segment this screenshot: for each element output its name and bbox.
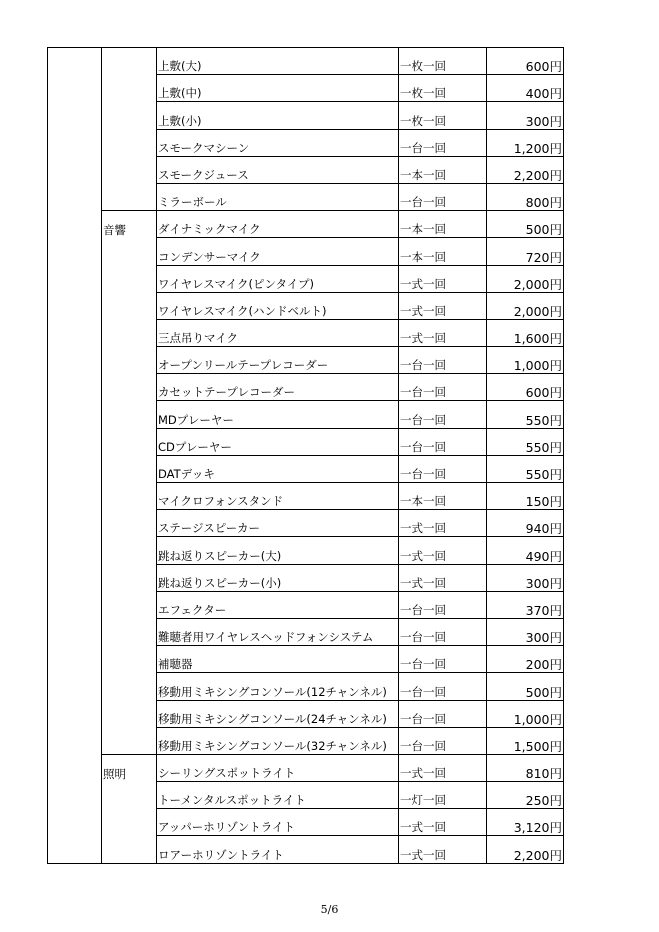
category-cell [102, 319, 157, 346]
category-cell [102, 727, 157, 754]
table-row [48, 836, 564, 863]
blank-column-cell [48, 782, 102, 809]
price-cell: 1,000円 [487, 347, 564, 374]
table-row [48, 129, 564, 156]
item-name-cell: エフェクター [157, 591, 399, 618]
price-cell: 500円 [487, 211, 564, 238]
item-name-cell: 移動用ミキシングコンソール(12チャンネル) [157, 673, 399, 700]
page-number: 5/6 [320, 903, 339, 916]
blank-column-cell [48, 428, 102, 455]
item-name-cell: ワイヤレスマイク(ピンタイプ) [157, 265, 399, 292]
item-name-cell: 移動用ミキシングコンソール(24チャンネル) [157, 700, 399, 727]
price-cell: 2,200円 [487, 836, 564, 863]
item-name-cell: 跳ね返りスピーカー(小) [157, 564, 399, 591]
price-table-body [48, 48, 564, 864]
unit-cell: 一台一回 [399, 401, 487, 428]
price-cell: 1,600円 [487, 319, 564, 346]
price-table [47, 47, 564, 864]
price-cell: 300円 [487, 618, 564, 645]
blank-column-cell [48, 836, 102, 863]
price-cell: 2,000円 [487, 292, 564, 319]
blank-column-cell [48, 238, 102, 265]
blank-column-cell [48, 591, 102, 618]
price-cell: 300円 [487, 102, 564, 129]
price-cell: 300円 [487, 564, 564, 591]
category-cell [102, 782, 157, 809]
item-name-cell: ダイナミックマイク [157, 211, 399, 238]
unit-cell: 一台一回 [399, 700, 487, 727]
blank-column-cell [48, 292, 102, 319]
blank-column-cell [48, 455, 102, 482]
table-row [48, 428, 564, 455]
table-row [48, 754, 564, 781]
price-cell: 2,200円 [487, 156, 564, 183]
table-row [48, 510, 564, 537]
price-cell: 370円 [487, 591, 564, 618]
category-label: 音響 [103, 222, 126, 237]
category-cell [102, 510, 157, 537]
unit-cell: 一式一回 [399, 754, 487, 781]
blank-column-cell [48, 618, 102, 645]
unit-cell: 一式一回 [399, 809, 487, 836]
unit-cell: 一枚一回 [399, 48, 487, 75]
unit-cell: 一式一回 [399, 292, 487, 319]
blank-column-cell [48, 183, 102, 210]
category-cell [102, 428, 157, 455]
price-cell: 150円 [487, 483, 564, 510]
blank-column-cell [48, 347, 102, 374]
item-name-cell: MDプレーヤー [157, 401, 399, 428]
blank-column-cell [48, 75, 102, 102]
price-cell: 940円 [487, 510, 564, 537]
table-row [48, 374, 564, 401]
blank-column-cell [48, 673, 102, 700]
item-name-cell: アッパーホリゾントライト [157, 809, 399, 836]
item-name-cell: 上敷(小) [157, 102, 399, 129]
blank-column-cell [48, 102, 102, 129]
item-name-cell: スモークジュース [157, 156, 399, 183]
table-row [48, 156, 564, 183]
unit-cell: 一台一回 [399, 455, 487, 482]
table-row [48, 537, 564, 564]
blank-column-cell [48, 754, 102, 781]
table-row [48, 265, 564, 292]
unit-cell: 一灯一回 [399, 782, 487, 809]
price-cell: 810円 [487, 754, 564, 781]
price-cell: 250円 [487, 782, 564, 809]
table-row [48, 455, 564, 482]
price-cell: 800円 [487, 183, 564, 210]
unit-cell: 一台一回 [399, 727, 487, 754]
item-name-cell: 三点吊りマイク [157, 319, 399, 346]
table-row [48, 347, 564, 374]
table-row [48, 591, 564, 618]
category-cell [102, 292, 157, 319]
unit-cell: 一台一回 [399, 374, 487, 401]
unit-cell: 一本一回 [399, 238, 487, 265]
item-name-cell: DATデッキ [157, 455, 399, 482]
price-cell: 600円 [487, 48, 564, 75]
item-name-cell: カセットテープレコーダー [157, 374, 399, 401]
category-cell [102, 564, 157, 591]
category-cell [102, 75, 157, 102]
category-cell [102, 156, 157, 183]
unit-cell: 一台一回 [399, 183, 487, 210]
category-cell [102, 265, 157, 292]
blank-column-cell [48, 537, 102, 564]
price-cell: 550円 [487, 401, 564, 428]
item-name-cell: 補聴器 [157, 646, 399, 673]
unit-cell: 一台一回 [399, 591, 487, 618]
category-cell [102, 646, 157, 673]
table-row [48, 401, 564, 428]
blank-column-cell [48, 646, 102, 673]
category-label: 照明 [103, 766, 126, 781]
unit-cell: 一台一回 [399, 347, 487, 374]
table-row [48, 48, 564, 75]
blank-column-cell [48, 156, 102, 183]
unit-cell: 一台一回 [399, 129, 487, 156]
blank-column-cell [48, 700, 102, 727]
item-name-cell: CDプレーヤー [157, 428, 399, 455]
table-row [48, 102, 564, 129]
blank-column-cell [48, 211, 102, 238]
item-name-cell: 上敷(大) [157, 48, 399, 75]
item-name-cell: スモークマシーン [157, 129, 399, 156]
unit-cell: 一台一回 [399, 646, 487, 673]
table-row [48, 75, 564, 102]
category-cell [102, 183, 157, 210]
table-row [48, 673, 564, 700]
price-cell: 720円 [487, 238, 564, 265]
item-name-cell: 跳ね返りスピーカー(大) [157, 537, 399, 564]
blank-column-cell [48, 727, 102, 754]
unit-cell: 一式一回 [399, 537, 487, 564]
item-name-cell: シーリングスポットライト [157, 754, 399, 781]
category-cell [102, 700, 157, 727]
item-name-cell: オープンリールテープレコーダー [157, 347, 399, 374]
blank-column-cell [48, 129, 102, 156]
item-name-cell: 難聴者用ワイヤレスヘッドフォンシステム [157, 618, 399, 645]
item-name-cell: トーメンタルスポットライト [157, 782, 399, 809]
blank-column-cell [48, 401, 102, 428]
price-cell: 400円 [487, 75, 564, 102]
blank-column-cell [48, 564, 102, 591]
table-row [48, 782, 564, 809]
category-cell [102, 754, 157, 781]
item-name-cell: コンデンサーマイク [157, 238, 399, 265]
unit-cell: 一台一回 [399, 673, 487, 700]
category-cell [102, 537, 157, 564]
unit-cell: 一式一回 [399, 319, 487, 346]
unit-cell: 一式一回 [399, 564, 487, 591]
table-row [48, 319, 564, 346]
category-cell [102, 129, 157, 156]
item-name-cell: ワイヤレスマイク(ハンドベルト) [157, 292, 399, 319]
category-cell [102, 483, 157, 510]
unit-cell: 一台一回 [399, 618, 487, 645]
price-cell: 200円 [487, 646, 564, 673]
category-cell [102, 591, 157, 618]
item-name-cell: 移動用ミキシングコンソール(32チャンネル) [157, 727, 399, 754]
blank-column-cell [48, 374, 102, 401]
price-cell: 2,000円 [487, 265, 564, 292]
category-cell [102, 238, 157, 265]
category-cell [102, 48, 157, 75]
unit-cell: 一式一回 [399, 265, 487, 292]
category-cell [102, 673, 157, 700]
table-row [48, 183, 564, 210]
table-row [48, 646, 564, 673]
item-name-cell: ミラーボール [157, 183, 399, 210]
unit-cell: 一式一回 [399, 510, 487, 537]
price-cell: 1,500円 [487, 727, 564, 754]
category-cell [102, 374, 157, 401]
unit-cell: 一式一回 [399, 836, 487, 863]
category-cell [102, 455, 157, 482]
category-cell [102, 102, 157, 129]
unit-cell: 一枚一回 [399, 102, 487, 129]
category-cell [102, 211, 157, 238]
table-row [48, 618, 564, 645]
table-row [48, 727, 564, 754]
item-name-cell: マイクロフォンスタンド [157, 483, 399, 510]
table-row [48, 809, 564, 836]
item-name-cell: 上敷(中) [157, 75, 399, 102]
blank-column-cell [48, 483, 102, 510]
unit-cell: 一本一回 [399, 156, 487, 183]
table-row [48, 238, 564, 265]
unit-cell: 一枚一回 [399, 75, 487, 102]
table-row [48, 564, 564, 591]
unit-cell: 一台一回 [399, 428, 487, 455]
price-cell: 1,000円 [487, 700, 564, 727]
item-name-cell: ステージスピーカー [157, 510, 399, 537]
price-cell: 490円 [487, 537, 564, 564]
category-cell [102, 347, 157, 374]
price-cell: 1,200円 [487, 129, 564, 156]
blank-column-cell [48, 265, 102, 292]
category-cell [102, 836, 157, 863]
blank-column-cell [48, 48, 102, 75]
category-cell [102, 809, 157, 836]
item-name-cell: ロアーホリゾントライト [157, 836, 399, 863]
table-row [48, 700, 564, 727]
price-cell: 550円 [487, 455, 564, 482]
price-cell: 3,120円 [487, 809, 564, 836]
category-cell [102, 618, 157, 645]
category-cell [102, 401, 157, 428]
table-row [48, 211, 564, 238]
price-cell: 500円 [487, 673, 564, 700]
unit-cell: 一本一回 [399, 483, 487, 510]
unit-cell: 一本一回 [399, 211, 487, 238]
price-cell: 550円 [487, 428, 564, 455]
blank-column-cell [48, 510, 102, 537]
blank-column-cell [48, 319, 102, 346]
table-row [48, 483, 564, 510]
price-cell: 600円 [487, 374, 564, 401]
table-row [48, 292, 564, 319]
blank-column-cell [48, 809, 102, 836]
